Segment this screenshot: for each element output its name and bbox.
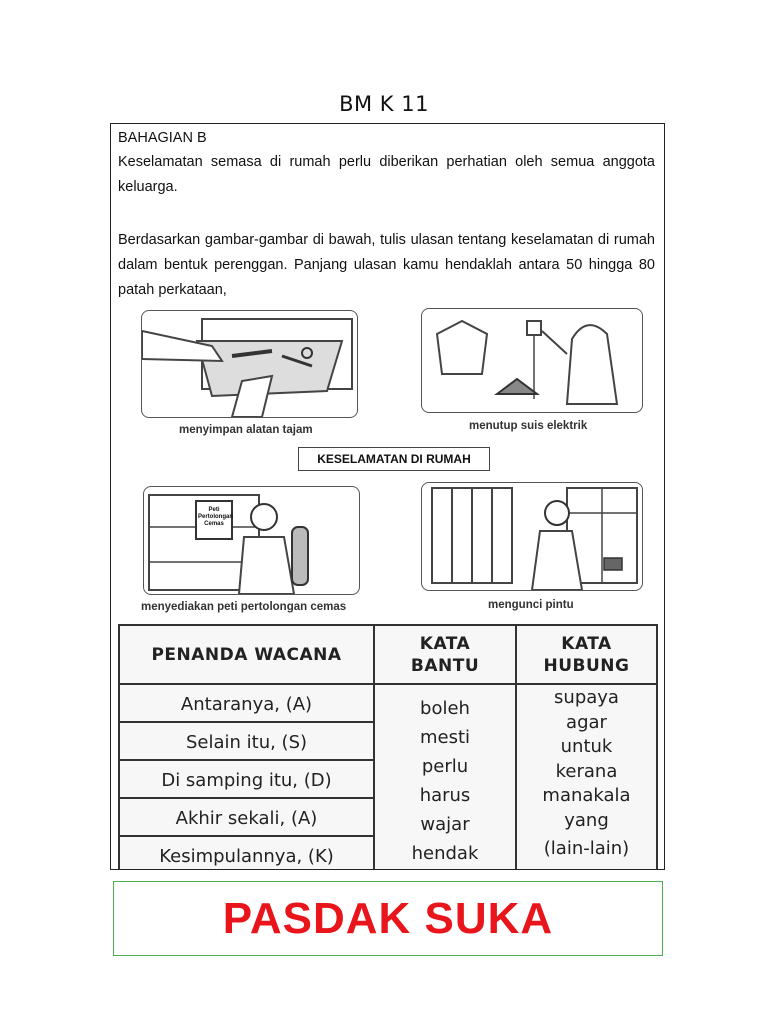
caption-sharp-tools: menyimpan alatan tajam (179, 424, 313, 436)
header-kata-hubung-line2: HUBUNG (543, 655, 630, 676)
caption-first-aid: menyediakan peti pertolongan cemas (141, 601, 347, 613)
instruction-paragraph: Berdasarkan gambar-gambar di bawah, tulis ulasan tentang keselamatan di rumah dalam bentuk perenggan. Panjang ulasan kamu hendaklah antara 50 hingga 80 patah perkataan, (118, 232, 655, 298)
header-penanda-wacana-text: PENANDA WACANA (151, 644, 342, 665)
header-kata-bantu (375, 626, 515, 683)
caption-electric-switch: menutup suis elektrik (469, 420, 588, 432)
kata-hubung-item: yang (564, 809, 609, 831)
kata-bantu-item: wajar (420, 814, 470, 835)
picture-first-aid (143, 486, 360, 595)
kata-hubung-item: manakala (542, 785, 631, 806)
switch-illustration (422, 309, 642, 412)
stamp-text: PASDAK SUKA (222, 893, 554, 943)
page-title: BM K 11 (339, 92, 429, 116)
header-kata-bantu-line1: KATA (419, 633, 471, 654)
question-box (110, 123, 665, 870)
first-aid-box-label: Peti Pertolongan Cemas (198, 507, 234, 527)
kata-hubung-list (517, 686, 656, 862)
door-illustration (422, 483, 642, 590)
kata-hubung-item: agar (566, 711, 607, 733)
picture-electric-switch (421, 308, 643, 413)
header-penanda-wacana (120, 626, 373, 683)
header-kata-hubung (517, 626, 656, 683)
penanda-wacana-item: Selain itu, (S) (185, 731, 308, 753)
penanda-wacana-item: Antaranya, (A) (180, 693, 313, 715)
intro-paragraph: Keselamatan semasa di rumah perlu diberikan perhatian oleh semua anggota keluarga. (118, 154, 655, 195)
stamp-box (113, 881, 663, 956)
kata-hubung-item: kerana (555, 760, 618, 782)
picture-sharp-tools (141, 310, 358, 418)
first-aid-illustration (144, 487, 359, 594)
kata-bantu-list (375, 694, 515, 868)
penanda-wacana-item: Akhir sekali, (A) (175, 807, 318, 829)
kata-bantu-item: harus (419, 785, 471, 806)
kata-bantu-item: boleh (420, 698, 470, 719)
center-label: KESELAMATAN DI RUMAH (298, 447, 490, 471)
drawer-illustration (142, 311, 357, 417)
picture-lock-door (421, 482, 643, 591)
section-heading: BAHAGIAN B (118, 130, 207, 146)
kata-bantu-item: mesti (419, 727, 471, 748)
kata-bantu-item: hendak (411, 843, 479, 864)
caption-lock-door: mengunci pintu (488, 599, 574, 611)
header-kata-hubung-line1: KATA (561, 633, 612, 654)
kata-hubung-item: untuk (560, 736, 613, 757)
penanda-wacana-item: Kesimpulannya, (K) (159, 845, 334, 867)
header-kata-bantu-line2: BANTU (410, 655, 480, 676)
word-table (118, 624, 658, 870)
kata-hubung-item: supaya (554, 687, 619, 708)
penanda-wacana-item: Di samping itu, (D) (161, 769, 332, 791)
kata-bantu-item: perlu (421, 756, 469, 777)
kata-hubung-item: (lain-lain) (543, 838, 630, 859)
